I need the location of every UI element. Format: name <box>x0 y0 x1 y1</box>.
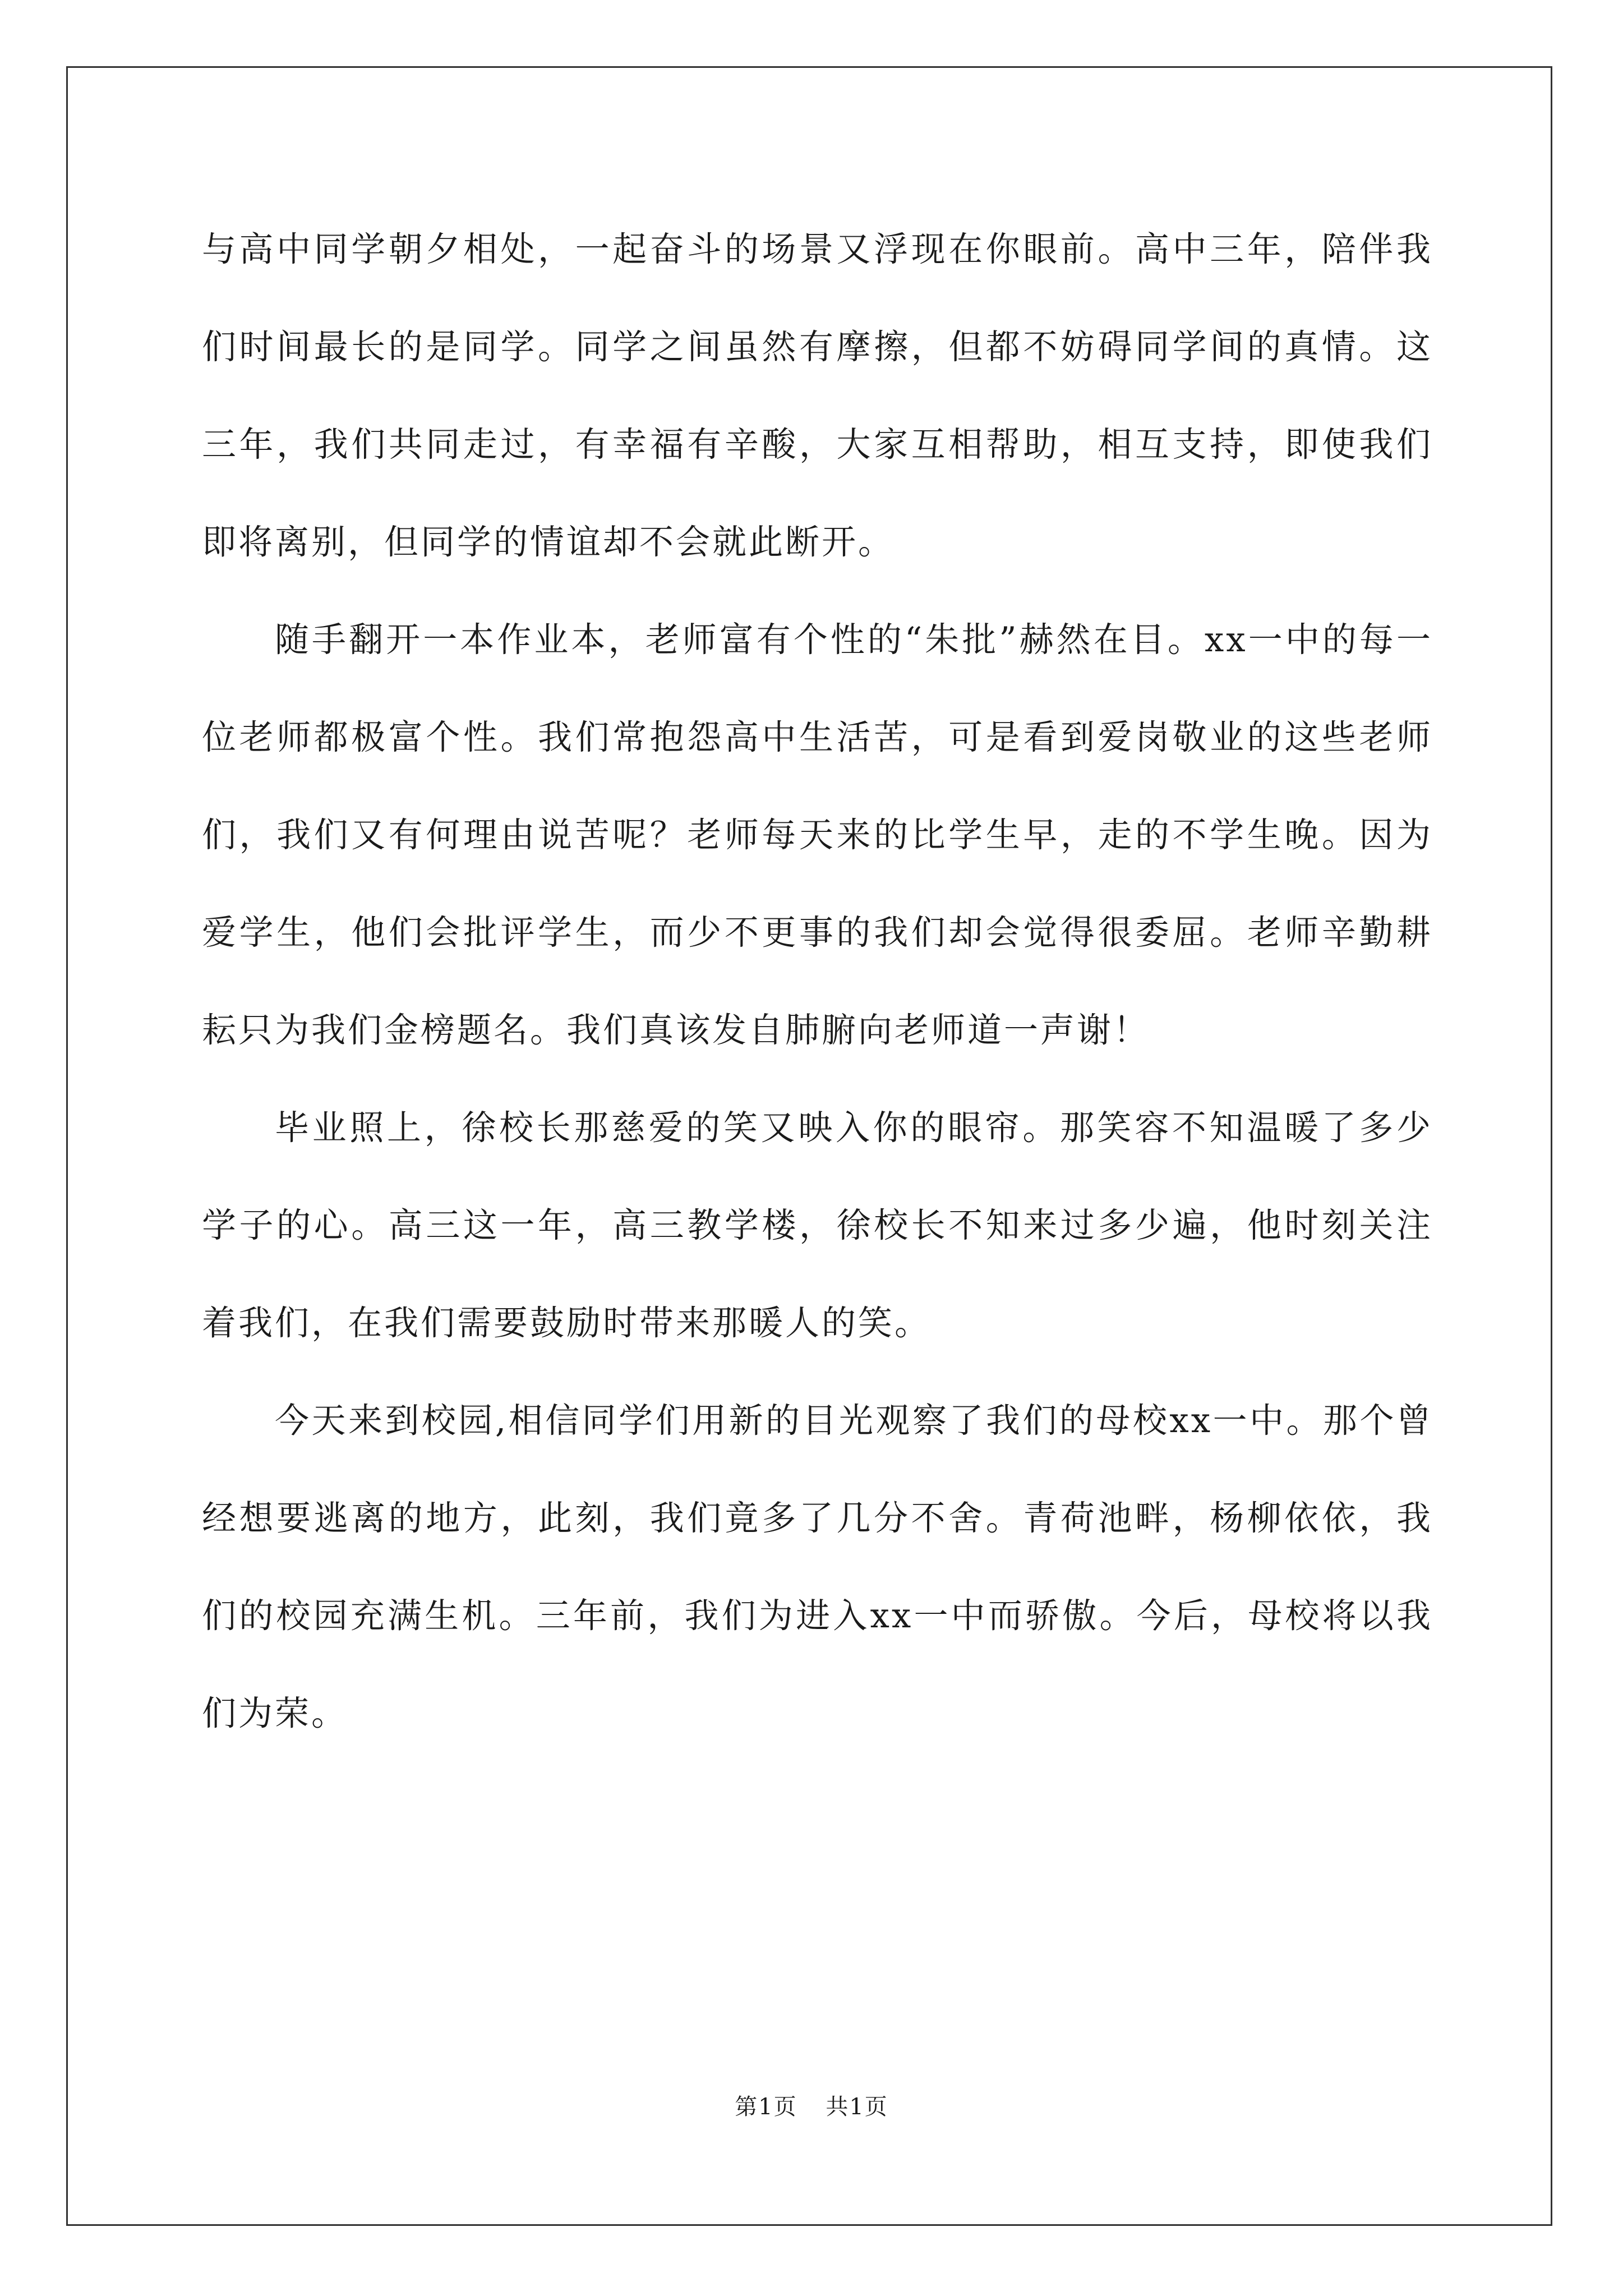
document-body <box>202 201 1433 1763</box>
paragraph-classmates: 与高中同学朝夕相处，一起奋斗的场景又浮现在你眼前。高中三年，陪伴我们时间最长的是同学。同学之间虽然有摩擦，但都不妨碍同学间的真情。这三年，我们共同走过，有幸福有辛酸，大家互相帮助，相互支持，即使我们即将离别，但同学的情谊却不会就此断开。 <box>202 229 1433 562</box>
page-total: 共1页 <box>826 2094 888 2120</box>
paragraph-campus: 今天来到校园,相信同学们用新的目光观察了我们的母校xx一中。那个曾经想要逃离的地方，此刻，我们竟多了几分不舍。青荷池畔，杨柳依依，我们的校园充满生机。三年前，我们为进入xx一中而骄傲。今后，母校将以我们为荣。 <box>202 1401 1433 1733</box>
page-number: 第1页 <box>735 2094 797 2120</box>
page-footer <box>0 2091 1623 2123</box>
paragraph-teachers: 随手翻开一本作业本，老师富有个性的“朱批”赫然在目。xx一中的每一位老师都极富个性。我们常抱怨高中生活苦，可是看到爱岗敬业的这些老师们，我们又有何理由说苦呢？老师每天来的比学生早，走的不学生晚。因为爱学生，他们会批评学生，而少不更事的我们却会觉得很委屈。老师辛勤耕耘只为我们金榜题名。我们真该发自肺腑向老师道一声谢！ <box>202 620 1433 1050</box>
paragraph-principal: 毕业照上，徐校长那慈爱的笑又映入你的眼帘。那笑容不知温暖了多少学子的心。高三这一年，高三教学楼，徐校长不知来过多少遍，他时刻关注着我们，在我们需要鼓励时带来那暖人的笑。 <box>202 1108 1433 1343</box>
